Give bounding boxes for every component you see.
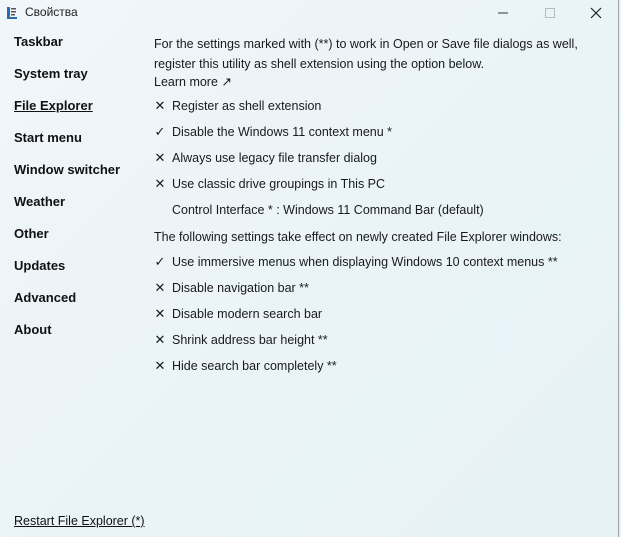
control-interface-label: Control Interface * : Windows 11 Command Bar (default) [172,203,484,217]
sidebar-item-window-switcher[interactable]: Window switcher [14,162,121,177]
sidebar-item-updates[interactable]: Updates [14,258,66,273]
unchecked-icon: ✕ [154,306,166,321]
sidebar-item-weather[interactable]: Weather [14,194,66,209]
sidebar-item-other[interactable]: Other [14,226,49,241]
option-label: Disable modern search bar [172,307,323,321]
section-note: The following settings take effect on newly created File Explorer windows: [154,230,562,244]
unchecked-icon: ✕ [154,358,166,373]
option-label: Use immersive menus when displaying Windows 10 context menus ** [172,255,558,269]
option-label: Register as shell extension [172,99,322,113]
close-button[interactable] [573,0,619,26]
sidebar-item-advanced[interactable]: Advanced [14,290,77,305]
minimize-icon [498,8,508,18]
option-label: Shrink address bar height ** [172,333,328,347]
option-label: Disable the Windows 11 context menu * [172,125,393,139]
unchecked-icon: ✕ [154,98,166,113]
sidebar-item-file-explorer[interactable]: File Explorer [14,98,93,113]
unchecked-icon: ✕ [154,332,166,347]
sidebar-item-taskbar[interactable]: Taskbar [14,34,63,49]
option-label: Disable navigation bar ** [172,281,309,295]
app-icon [6,6,18,20]
intro-text: For the settings marked with (**) to work in Open or Save file dialogs as well, register this utility as shell extension using the option below. [154,37,578,71]
unchecked-icon: ✕ [154,280,166,295]
minimize-button[interactable] [480,0,526,26]
unchecked-icon: ✕ [154,150,166,165]
restart-file-explorer-link[interactable]: Restart File Explorer (*) [14,514,145,528]
sidebar-item-about[interactable]: About [14,322,52,337]
learn-more-link[interactable]: Learn more ↗ [154,75,232,89]
unchecked-icon: ✕ [154,176,166,191]
option-label: Use classic drive groupings in This PC [172,177,386,191]
close-icon [590,7,602,19]
maximize-icon [545,8,555,18]
checked-icon: ✓ [154,124,166,139]
window-title: Свойства [25,5,78,19]
option-label: Hide search bar completely ** [172,359,337,373]
sidebar-item-start-menu[interactable]: Start menu [14,130,82,145]
option-label: Always use legacy file transfer dialog [172,151,377,165]
title-bar [0,0,619,26]
maximize-button[interactable] [527,0,573,26]
sidebar-item-system-tray[interactable]: System tray [14,66,88,81]
checked-icon: ✓ [154,254,166,269]
